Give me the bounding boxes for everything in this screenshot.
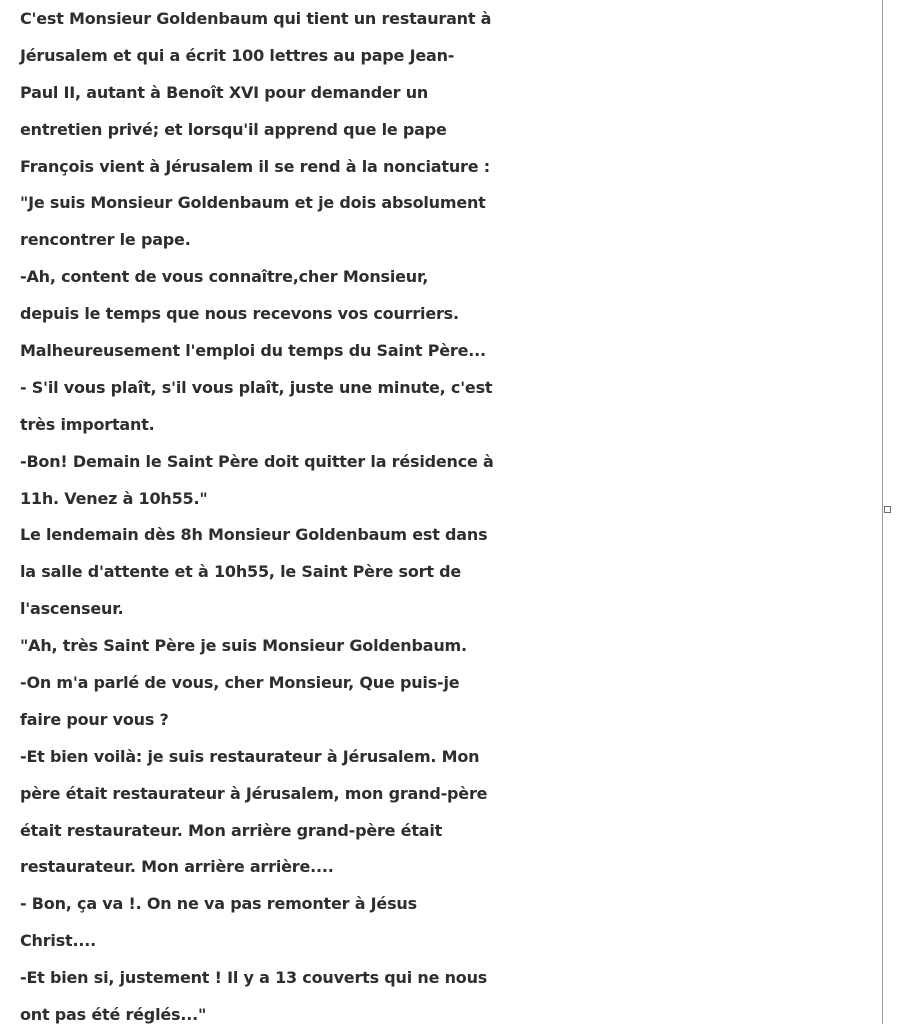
text-line: -Ah, content de vous connaître,cher Monsieur, bbox=[20, 267, 429, 287]
text-line: l'ascenseur. bbox=[20, 599, 124, 619]
text-line: la salle d'attente et à 10h55, le Saint Père sort de bbox=[20, 562, 462, 582]
resize-handle[interactable] bbox=[884, 506, 891, 513]
text-line: très important. bbox=[20, 414, 155, 434]
text-line: Christ.... bbox=[20, 931, 96, 951]
text-line: restaurateur. Mon arrière arrière.... bbox=[20, 857, 334, 877]
text-line: François vient à Jérusalem il se rend à la nonciature : bbox=[20, 156, 490, 176]
text-line: "Ah, très Saint Père je suis Monsieur Goldenbaum. bbox=[20, 636, 467, 656]
text-line: -On m'a parlé de vous, cher Monsieur, Que puis-je bbox=[20, 673, 460, 693]
text-line: entretien privé; et lorsqu'il apprend que le pape bbox=[20, 119, 447, 139]
page-edge-divider bbox=[882, 0, 883, 1024]
text-line: ont pas été réglés..." bbox=[20, 1005, 207, 1025]
text-line: était restaurateur. Mon arrière grand-père était bbox=[20, 820, 443, 840]
text-line: faire pour vous ? bbox=[20, 709, 169, 729]
text-line: - Bon, ça va !. On ne va pas remonter à Jésus bbox=[20, 894, 417, 914]
text-line: "Je suis Monsieur Goldenbaum et je dois absolument bbox=[20, 193, 486, 213]
text-line: Jérusalem et qui a écrit 100 lettres au pape Jean- bbox=[20, 45, 455, 65]
text-line: depuis le temps que nous recevons vos courriers. bbox=[20, 304, 459, 324]
text-line: -Bon! Demain le Saint Père doit quitter la résidence à bbox=[20, 451, 494, 471]
text-line: rencontrer le pape. bbox=[20, 230, 191, 250]
text-line: 11h. Venez à 10h55." bbox=[20, 488, 208, 508]
text-line: -Et bien si, justement ! Il y a 13 couverts qui ne nous bbox=[20, 968, 488, 988]
text-line: Paul II, autant à Benoît XVI pour demander un bbox=[20, 82, 429, 102]
text-line: C'est Monsieur Goldenbaum qui tient un restaurant à bbox=[20, 9, 492, 28]
text-line: Malheureusement l'emploi du temps du Saint Père... bbox=[20, 341, 486, 361]
text-line: - S'il vous plaît, s'il vous plaît, juste une minute, c'est bbox=[20, 377, 493, 397]
text-line: Le lendemain dès 8h Monsieur Goldenbaum est dans bbox=[20, 525, 488, 545]
text-line: père était restaurateur à Jérusalem, mon grand-père bbox=[20, 783, 488, 803]
text-line: -Et bien voilà: je suis restaurateur à Jérusalem. Mon bbox=[20, 746, 480, 766]
document-text bbox=[20, 1, 880, 1034]
